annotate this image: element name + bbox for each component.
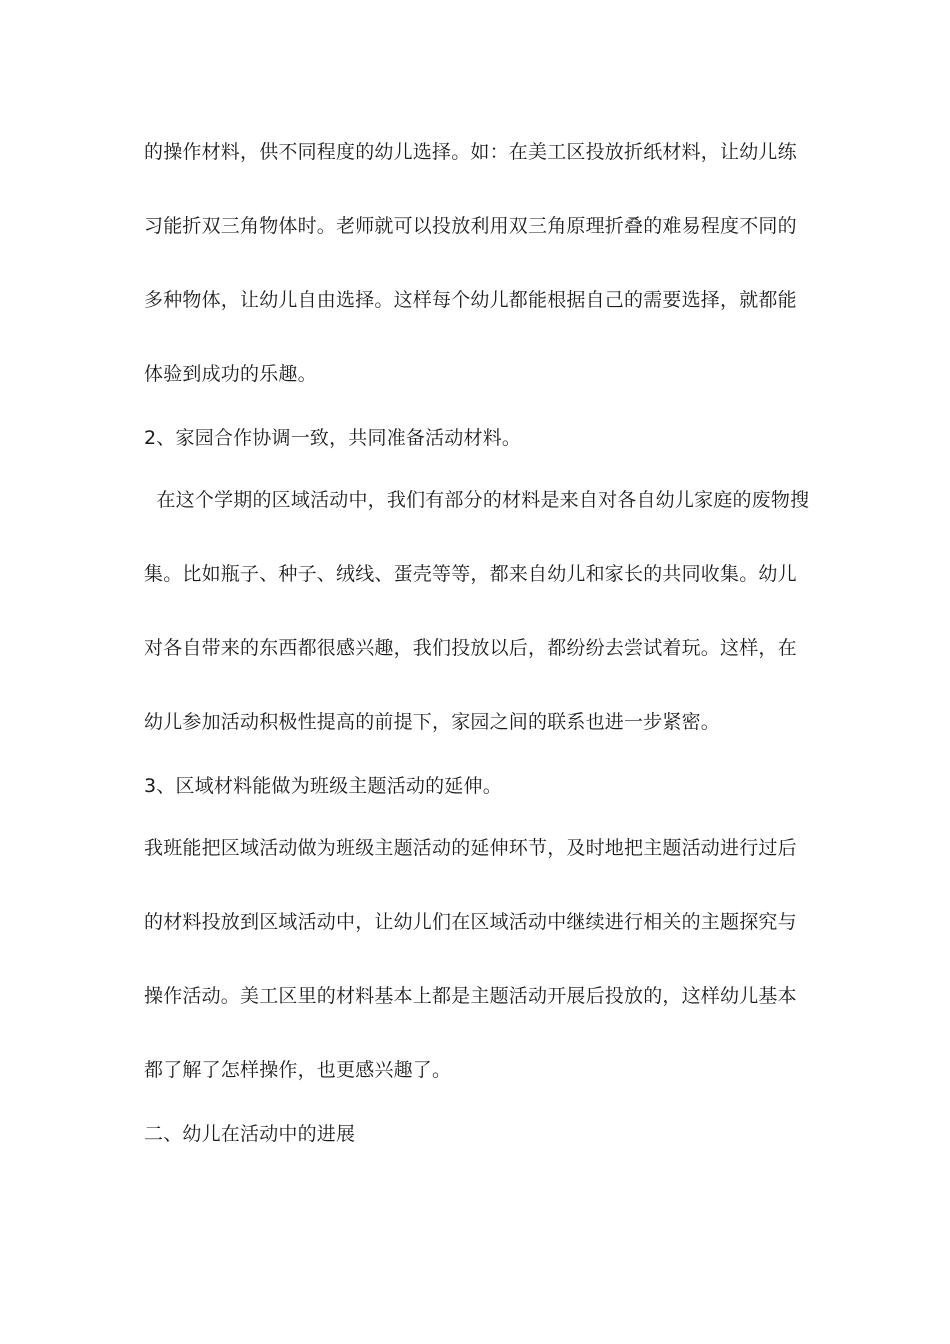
paragraph-line: 多种物体，让幼儿自由选择。这样每个幼儿都能根据自己的需要选择，就都能 <box>144 289 797 311</box>
paragraph-line: 习能折双三角物体时。老师就可以投放利用双三角原理折叠的难易程度不同的 <box>144 215 797 237</box>
paragraph-line: 都了解了怎样操作，也更感兴趣了。 <box>144 1059 452 1081</box>
paragraph-line: 集。比如瓶子、种子、绒线、蛋壳等等，都来自幼儿和家长的共同收集。幼儿 <box>144 563 797 585</box>
chapter-heading: 二、幼儿在活动中的进展 <box>144 1123 356 1145</box>
paragraph-line: 在这个学期的区域活动中，我们有部分的材料是来自对各自幼儿家庭的废物搜 <box>144 489 810 511</box>
paragraph-line: 的材料投放到区域活动中，让幼儿们在区域活动中继续进行相关的主题探究与 <box>144 911 797 933</box>
paragraph-line: 的操作材料，供不同程度的幼儿选择。如：在美工区投放折纸材料，让幼儿练 <box>144 141 797 163</box>
paragraph-line: 对各自带来的东西都很感兴趣，我们投放以后，都纷纷去尝试着玩。这样，在 <box>144 637 797 659</box>
section-heading: 2、家园合作协调一致，共同准备活动材料。 <box>144 427 522 449</box>
section-heading: 3、区域材料能做为班级主题活动的延伸。 <box>144 775 502 797</box>
paragraph-line: 幼儿参加活动积极性提高的前提下，家园之间的联系也进一步紧密。 <box>144 711 721 733</box>
paragraph-line: 我班能把区域活动做为班级主题活动的延伸环节，及时地把主题活动进行过后 <box>144 837 797 859</box>
paragraph-line: 体验到成功的乐趣。 <box>144 363 317 385</box>
paragraph-line: 操作活动。美工区里的材料基本上都是主题活动开展后投放的，这样幼儿基本 <box>144 985 797 1007</box>
